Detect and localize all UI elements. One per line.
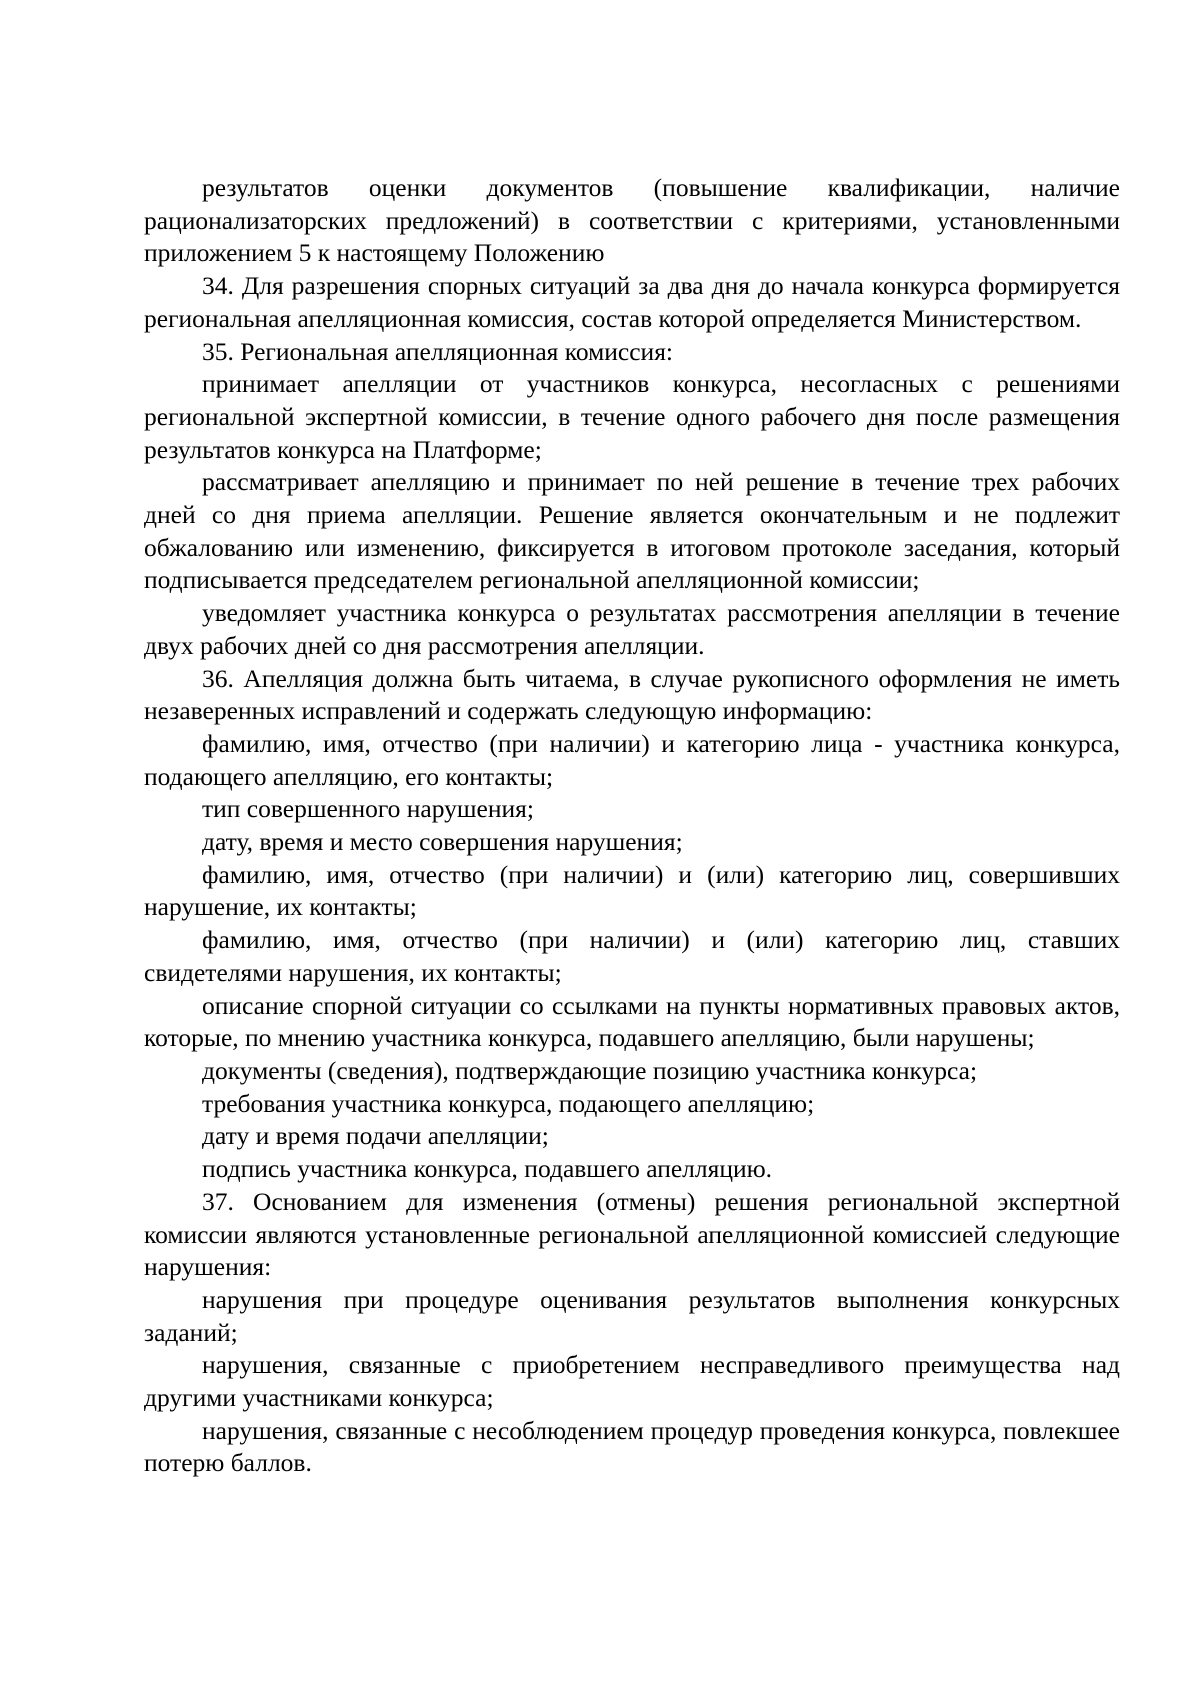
paragraph-35-item-1: принимает апелляции от участников конкурса, несогласных с решениями региональной экспертной комиссии, в течение одного рабочего дня после размещения результатов конкурса на Платформе; [144,369,1120,464]
paragraph-continuation: результатов оценки документов (повышение квалификации, наличие рационализаторских предложений) в соответствии с критериями, установленными приложением 5 к настоящему Положению [144,173,1120,268]
paragraph-37-item-3: нарушения, связанные с несоблюдением процедур проведения конкурса, повлекшее потерю баллов. [144,1415,1120,1478]
paragraph-36-item-7: документы (сведения), подтверждающие позицию участника конкурса; [202,1055,978,1085]
paragraph-36-item-1: фамилию, имя, отчество (при наличии) и категорию лица - участника конкурса, подающего апелляцию, его контакты; [144,728,1120,791]
paragraph-37-item-2: нарушения, связанные с приобретением несправедливого преимущества над другими участниками конкурса; [144,1350,1120,1413]
paragraph-37: 37. Основанием для изменения (отмены) решения региональной экспертной комиссии являются установленные региональной апелляционной комиссией следующие нарушения: [144,1186,1120,1282]
paragraph-35-item-2: рассматривает апелляцию и принимает по ней решение в течение трех рабочих дней со дня приема апелляции. Решение является окончательным и не подлежит обжалованию или изменению, фиксируется в итоговом протоколе заседания, который подписывается председателем региональной апелляционной комиссии; [144,467,1120,595]
paragraph-36-item-8: требования участника конкурса, подающего апелляцию; [202,1088,815,1118]
paragraph-35-item-3: уведомляет участника конкурса о результатах рассмотрения апелляции в течение двух рабочих дней со дня рассмотрения апелляции. [144,598,1120,660]
paragraph-34: 34. Для разрешения спорных ситуаций за два дня до начала конкурса формируется региональная апелляционная комиссия, состав которой определяется Министерством. [144,271,1120,333]
paragraph-36-item-5: фамилию, имя, отчество (при наличии) и (или) категорию лиц, ставших свидетелями нарушения, их контакты; [144,925,1120,987]
paragraph-36-item-4: фамилию, имя, отчество (при наличии) и (или) категорию лиц, совершивших нарушение, их контакты; [144,859,1120,922]
paragraph-36-item-3: дату, время и место совершения нарушения; [202,827,683,857]
paragraph-37-item-1: нарушения при процедуре оценивания результатов выполнения конкурсных заданий; [144,1284,1120,1347]
paragraph-36-item-6: описание спорной ситуации со ссылками на пункты нормативных правовых актов, которые, по мнению участника конкурса, подавшего апелляцию, были нарушены; [144,990,1120,1053]
paragraph-36: 36. Апелляция должна быть читаема, в случае рукописного оформления не иметь незаверенных исправлений и содержать следующую информацию: [144,663,1120,726]
paragraph-35: 35. Региональная апелляционная комиссия: [202,336,674,366]
paragraph-36-item-9: дату и время подачи апелляции; [202,1121,549,1151]
document-body [144,172,1120,1480]
paragraph-36-item-10: подпись участника конкурса, подавшего апелляцию. [202,1154,773,1184]
paragraph-36-item-2: тип совершенного нарушения; [202,794,534,824]
